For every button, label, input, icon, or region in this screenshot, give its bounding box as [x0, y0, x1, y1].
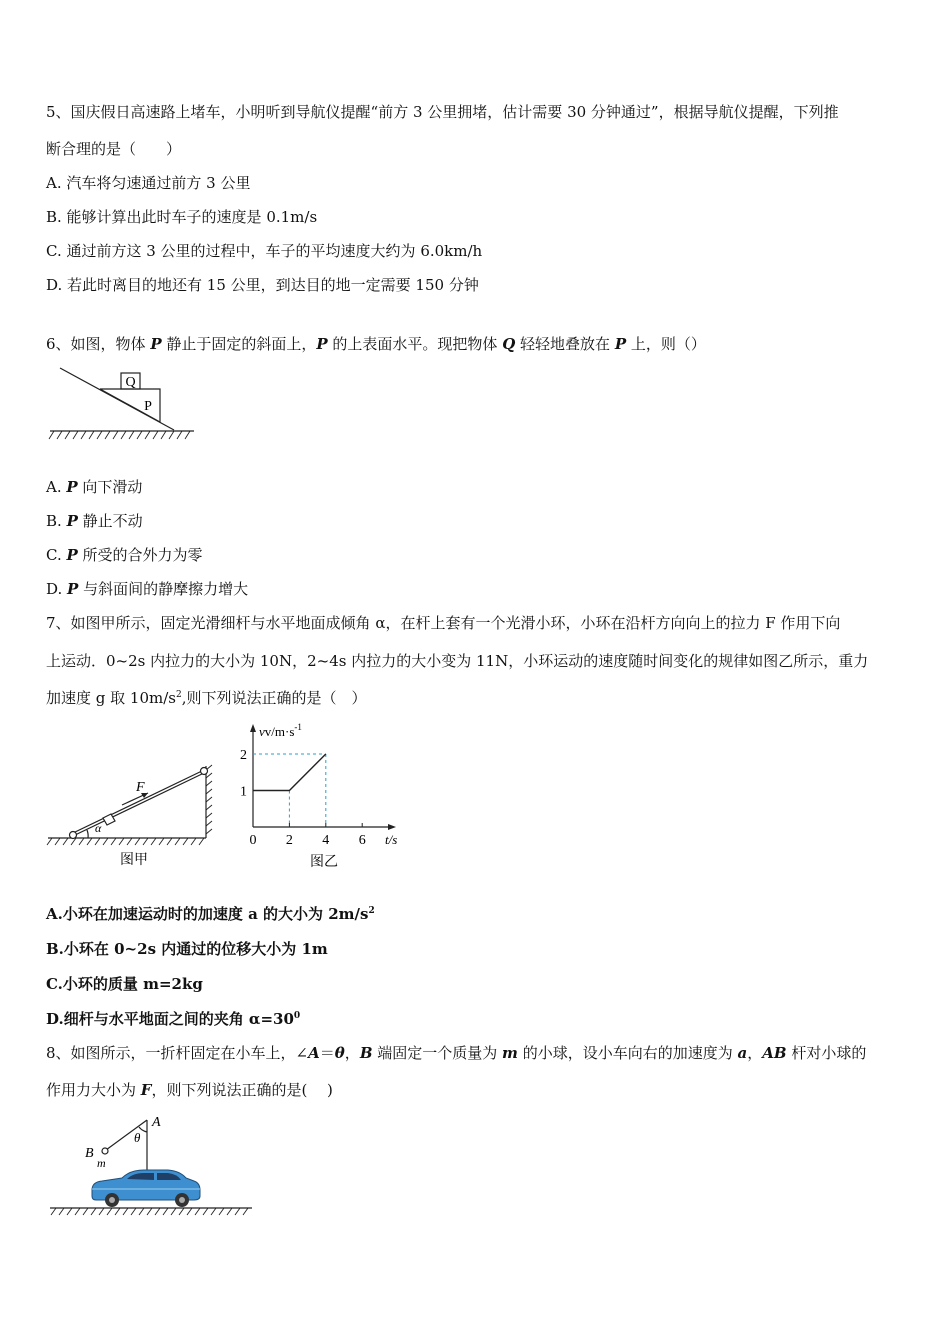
q5-stem-line2: 断合理的是（ ） — [46, 140, 182, 158]
q7-option-a: A.小环在加速运动时的加速度 a 的大小为 $2m/s^2$ — [46, 905, 375, 923]
q8-stem-line1: 8、如图所示，一折杆固定在小车上，∠A＝θ，B 端固定一个质量为 m 的小球，设小车向右的加速度为 a，AB 杆对小球的 — [46, 1044, 867, 1062]
q8-fig-label-theta: θ — [134, 1130, 141, 1145]
q8-car-figure — [44, 1110, 264, 1222]
q7-option-c: C.小环的质量 m=2kg — [46, 975, 203, 993]
chart-x-tick-label: 4 — [322, 833, 330, 848]
q7-stem-line3: 加速度 g 取 $10m/s^2$,则下列说法正确的是（ ） — [46, 689, 367, 707]
q8-fig-label-a: A — [152, 1115, 161, 1130]
q7-fig-label-f: F — [136, 780, 145, 795]
q7-fig-caption-jia: 图甲 — [120, 853, 148, 868]
q6-fig-label-p: P — [144, 399, 152, 414]
q8-fig-label-m: m — [97, 1156, 106, 1170]
chart-x-tick-label: 6 — [358, 833, 366, 848]
q7-option-d: D.细杆与水平地面之间的夹角 $\alpha=30^0$ — [46, 1010, 301, 1028]
q7-figure-yi-chart — [232, 716, 417, 872]
chart-y-tick-label: 1 — [240, 784, 247, 800]
car-icon — [92, 1170, 200, 1207]
chart-x-tick-label: 2 — [285, 833, 293, 848]
q5-option-b: B. 能够计算出此时车子的速度是 0.1m/s — [46, 208, 318, 226]
q6-option-a: A. P 向下滑动 — [46, 478, 143, 496]
q6-fig-label-q: Q — [125, 375, 136, 390]
q5-option-a: A. 汽车将匀速通过前方 3 公里 — [46, 174, 251, 192]
q6-option-b: B. P 静止不动 — [46, 512, 143, 530]
q6-option-d: D. P 与斜面间的静摩擦力增大 — [46, 580, 249, 598]
q6-incline-figure — [44, 362, 199, 444]
q5-stem-line1: 5、国庆假日高速路上堵车，小明听到导航仪提醒“前方 3 公里拥堵，估计需要 30 分钟通过”，根据导航仪提醒，下列推 — [46, 103, 839, 121]
q7-chart-x-label: t/s — [385, 832, 398, 847]
chart-x-tick-label: 0 — [249, 833, 257, 848]
q8-fig-label-b: B — [85, 1146, 94, 1161]
q7-stem-line2: 上运动．0~2s 内拉力的大小为 10N，2~4s 内拉力的大小变为 11N，小环运动的速度随时间变化的规律如图乙所示，重力 — [46, 652, 869, 670]
q7-figure-jia — [44, 758, 219, 870]
q7-chart-y-label: $vv/m\cdot s^{-1}$ — [259, 722, 302, 739]
q6-stem: 6、如图，物体 P 静止于固定的斜面上，P 的上表面水平。现把物体 Q 轻轻地叠放在 P 上，则（） — [46, 335, 706, 353]
q5-option-c: C. 通过前方这 3 公里的过程中，车子的平均速度大约为 6.0km/h — [46, 242, 483, 260]
q5-option-d: D. 若此时离目的地还有 15 公里，到达目的地一定需要 150 分钟 — [46, 276, 479, 294]
q7-stem-line1: 7、如图甲所示，固定光滑细杆与水平地面成倾角 α，在杆上套有一个光滑小环，小环在沿杆方向向上的拉力 F 作用下向 — [46, 614, 841, 632]
q8-stem-line2: 作用力大小为 F，则下列说法正确的是( ) — [46, 1081, 333, 1099]
chart-series-line-0 — [253, 754, 326, 791]
q7-option-b: B.小环在 0~2s 内通过的位移大小为 1m — [46, 940, 328, 958]
q7-fig-label-alpha: α — [95, 821, 102, 835]
q7-fig-caption-yi: 图乙 — [310, 855, 338, 870]
chart-y-tick-label: 2 — [240, 748, 247, 763]
q6-option-c: C. P 所受的合外力为零 — [46, 546, 203, 564]
